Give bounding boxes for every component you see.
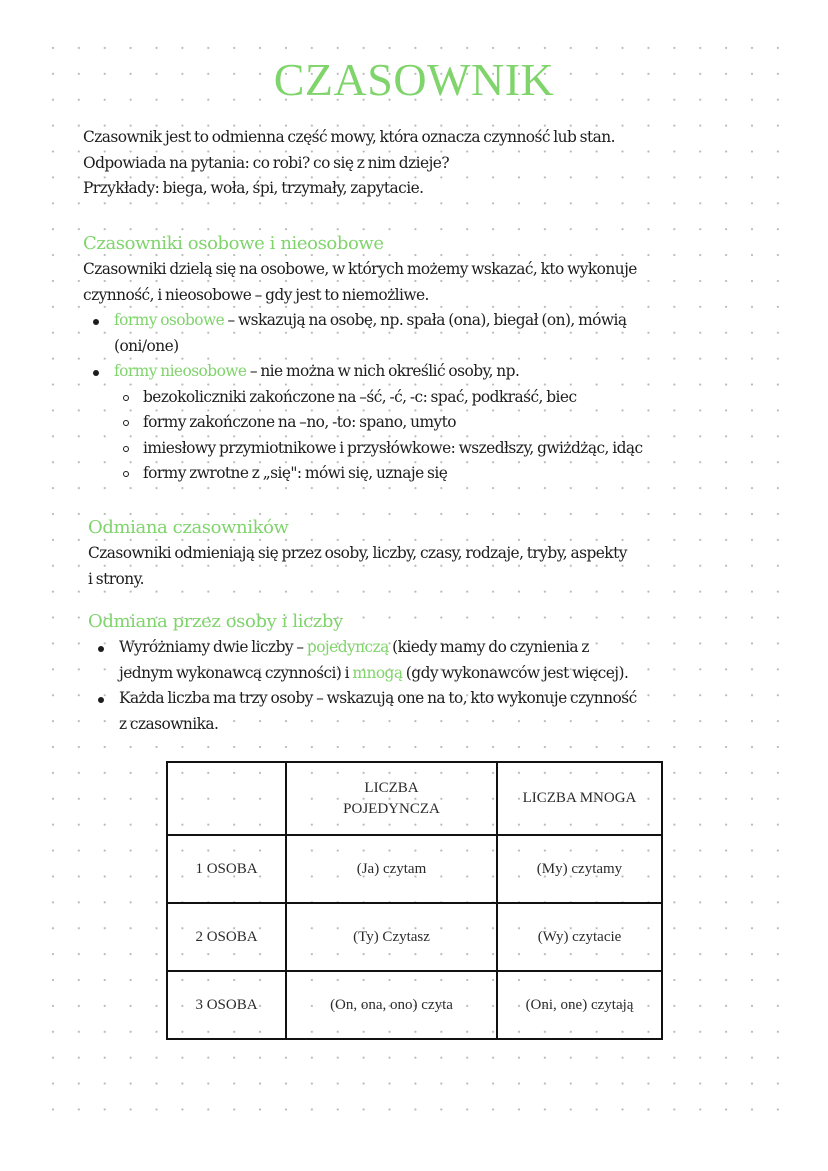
table-cell: (My) czytamy xyxy=(497,835,662,903)
item-text: z czasownika. xyxy=(119,714,219,733)
section-heading: Odmiana czasowników xyxy=(88,517,289,538)
table-row xyxy=(167,971,662,1039)
header-text-line: LICZBA xyxy=(364,779,419,796)
table-cell: (Wy) czytacie xyxy=(497,903,662,971)
conjugation-table xyxy=(166,761,663,1040)
table-header-cell xyxy=(167,762,286,835)
bullet-icon xyxy=(98,646,104,652)
numbers-list xyxy=(88,635,788,737)
section-text-line: Czasowniki odmieniają się przez osoby, liczby, czasy, rodzaje, tryby, aspekty xyxy=(88,544,627,562)
section-personal-impersonal xyxy=(83,231,783,487)
item-text: Każda liczba ma trzy osoby – wskazują one na to, kto wykonuje czynność xyxy=(119,689,637,707)
margin-bottom xyxy=(0,1128,828,1171)
term-highlight: formy osobowe xyxy=(114,311,225,329)
person-label-cell: 2 OSOBA xyxy=(167,903,286,971)
table-cell: (On, ona, ono) czyta xyxy=(286,971,497,1039)
list-item xyxy=(88,635,788,686)
intro-line: Odpowiada na pytania: co robi? co się z nim dzieje? xyxy=(83,153,450,172)
hollow-bullet-icon xyxy=(123,471,129,477)
section-text-line: Czasowniki dzielą się na osobowe, w których możemy wskazać, kto wykonuje xyxy=(83,260,637,278)
hollow-bullet-icon xyxy=(123,420,129,426)
table-header-row xyxy=(167,762,662,835)
sub-item-text: formy zakończone na –no, -to: spano, umyto xyxy=(143,413,457,431)
section-conjugation xyxy=(88,515,788,592)
sub-item-text: imiesłowy przymiotnikowe i przysłówkowe: wszedłszy, gwiżdżąc, idąc xyxy=(143,438,643,457)
table-cell: (Ja) czytam xyxy=(286,835,497,903)
list-item xyxy=(88,686,788,737)
intro-paragraph xyxy=(83,125,783,202)
term-highlight: mnogą xyxy=(352,663,403,682)
bullet-icon xyxy=(98,697,104,703)
margin-top xyxy=(0,0,828,40)
sub-list-item xyxy=(83,436,783,462)
sub-item-text: formy zwrotne z „się": mówi się, uznaje się xyxy=(143,464,448,482)
sub-list-item xyxy=(83,410,783,436)
bullet-icon xyxy=(93,319,99,325)
sub-item-text: bezokoliczniki zakończone na –ść, -ć, -c: spać, podkraść, biec xyxy=(143,387,577,406)
table-header-cell: LICZBA MNOGA xyxy=(497,762,662,835)
item-text: (gdy wykonawców jest więcej). xyxy=(402,663,629,682)
item-text: (kiedy mamy do czynienia z xyxy=(388,638,589,656)
item-text: – wskazują na osobę, np. spała (ona), biegał (on), mówią xyxy=(224,311,627,329)
margin-left xyxy=(0,0,45,1171)
header-text-line: POJEDYNCZA xyxy=(343,800,440,817)
item-text: Wyróżniamy dwie liczby – xyxy=(119,638,307,656)
term-highlight: pojedynczą xyxy=(306,638,389,656)
page-title: CZASOWNIK xyxy=(273,54,555,105)
section-heading: Czasowniki osobowe i nieosobowe xyxy=(83,233,384,254)
table-cell: (Oni, one) czytają xyxy=(497,971,662,1039)
bullet-icon xyxy=(93,370,99,376)
list-item xyxy=(83,359,783,385)
section-text-line: czynność, i nieosobowe – gdy jest to niemożliwe. xyxy=(83,285,429,304)
item-text: (oni/one) xyxy=(114,336,179,355)
table-row xyxy=(167,835,662,903)
sub-list-item xyxy=(83,461,783,487)
hollow-bullet-icon xyxy=(123,395,129,401)
forms-list xyxy=(83,308,783,487)
margin-right xyxy=(782,0,828,1171)
item-text: jednym wykonawcą czynności) i xyxy=(119,663,353,682)
person-label-cell: 1 OSOBA xyxy=(167,835,286,903)
term-highlight: formy nieosobowe xyxy=(114,362,247,380)
list-item xyxy=(83,308,783,359)
table-header-cell xyxy=(286,762,497,835)
person-label-cell: 3 OSOBA xyxy=(167,971,286,1039)
intro-line: Przykłady: biega, woła, śpi, trzymały, zapytacie. xyxy=(83,179,424,197)
table-cell: (Ty) Czytasz xyxy=(286,903,497,971)
table-row xyxy=(167,903,662,971)
hollow-bullet-icon xyxy=(123,446,129,452)
section-text-line: i strony. xyxy=(88,569,145,588)
item-text: – nie można w nich określić osoby, np. xyxy=(246,362,520,380)
section-persons-numbers xyxy=(88,609,788,737)
intro-line: Czasownik jest to odmienna część mowy, która oznacza czynność lub stan. xyxy=(83,128,615,146)
sub-list-item xyxy=(83,385,783,411)
section-heading: Odmiana przez osoby i liczby xyxy=(88,611,343,632)
